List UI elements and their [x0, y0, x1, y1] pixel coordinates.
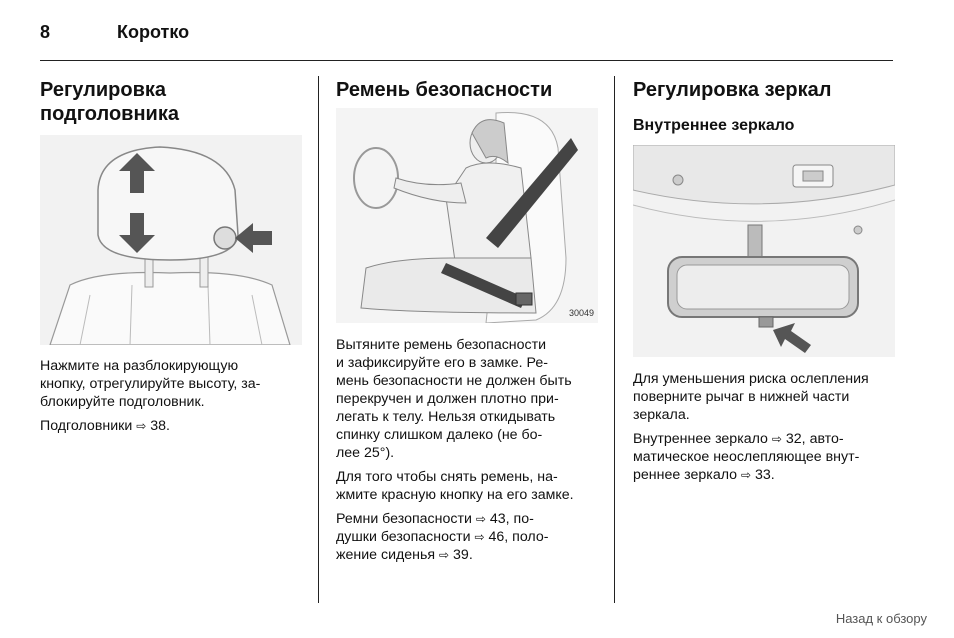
headrest-paragraph	[40, 357, 302, 411]
seatbelt-illustration	[336, 108, 598, 323]
mirrors-subtitle: Внутреннее зеркало	[633, 117, 795, 134]
header-divider	[40, 60, 893, 61]
mirrors-p2-line-2: матическое неослепляющее внут-	[633, 449, 860, 465]
mirrors-ref-2-page[interactable]: 33.	[755, 467, 775, 483]
mirrors-p1-line-2: поверните рычаг в нижней части	[633, 389, 850, 405]
headrest-title-line2: подголовника	[40, 103, 179, 125]
headrest-text	[40, 357, 302, 441]
mirrors-text	[633, 370, 901, 490]
reference-arrow-icon: ⇨	[474, 530, 485, 544]
seatbelt-p1-line-1: Вытяните ремень безопасности	[336, 337, 547, 353]
seatbelt-ref-2-page[interactable]: 46, поло-	[488, 529, 549, 545]
mirrors-ref-1-page[interactable]: 32, авто-	[785, 431, 844, 447]
headrest-ref-text: Подголовники	[40, 418, 133, 434]
seatbelt-text	[336, 336, 604, 570]
headrest-title	[40, 78, 302, 126]
headrest-line-1: Нажмите на разблокирующую	[40, 358, 239, 374]
seatbelt-paragraph-3	[336, 510, 604, 564]
reference-arrow-icon: ⇨	[136, 419, 147, 433]
seatbelt-ref-1-text: Ремни безопасности	[336, 511, 472, 527]
seatbelt-p1-line-3: мень безопасности не должен быть	[336, 373, 572, 389]
mirrors-title: Регулировка зеркал	[633, 79, 832, 101]
mirrors-paragraph-1	[633, 370, 901, 424]
seatbelt-ref-1-page[interactable]: 43, по-	[489, 511, 534, 527]
column-divider-2	[614, 76, 615, 603]
page-number: 8	[40, 22, 51, 42]
seatbelt-paragraph-1	[336, 336, 604, 462]
seatbelt-title: Ремень безопасности	[336, 79, 553, 101]
mirrors-ref-2-text: реннее зеркало	[633, 467, 738, 483]
column-divider-1	[318, 76, 319, 603]
seatbelt-paragraph-2	[336, 468, 604, 504]
seatbelt-ref-3-page[interactable]: 39.	[453, 547, 473, 563]
mirrors-paragraph-2	[633, 430, 901, 484]
headrest-line-2: кнопку, отрегулируйте высоту, за-	[40, 376, 261, 392]
section-title: Коротко	[117, 22, 190, 42]
reference-arrow-icon: ⇨	[439, 548, 450, 562]
reference-arrow-icon: ⇨	[475, 512, 486, 526]
seatbelt-p1-line-7: лее 25°).	[336, 445, 395, 461]
mirrors-p1-line-1: Для уменьшения риска ослепления	[633, 371, 869, 387]
seatbelt-p2-line-2: жмите красную кнопку на его замке.	[336, 487, 574, 503]
seatbelt-p1-line-2: и зафиксируйте его в замке. Ре-	[336, 355, 548, 371]
seatbelt-p2-line-1: Для того чтобы снять ремень, на-	[336, 469, 558, 485]
mirror-illustration	[633, 145, 895, 357]
headrest-line-3: блокируйте подголовник.	[40, 394, 205, 410]
column-seatbelt	[336, 78, 598, 102]
headrest-illustration	[40, 135, 302, 345]
reference-arrow-icon: ⇨	[741, 468, 752, 482]
column-mirrors	[633, 78, 895, 136]
seatbelt-p1-line-4: перекручен и должен плотно при-	[336, 391, 559, 407]
headrest-reference[interactable]	[40, 417, 302, 435]
seatbelt-ref-3-text: жение сиденья	[336, 547, 436, 563]
column-headrest	[40, 78, 302, 126]
headrest-title-line1: Регулировка	[40, 79, 167, 101]
figure-number: 30049	[568, 308, 594, 318]
back-to-overview-link[interactable]: Назад к обзору	[835, 611, 927, 626]
headrest-ref-page[interactable]: 38.	[150, 418, 170, 434]
mirrors-ref-1-text: Внутреннее зеркало	[633, 431, 768, 447]
mirrors-p1-line-3: зеркала.	[633, 407, 690, 423]
seatbelt-p1-line-5: легать к телу. Нельзя откидывать	[336, 409, 556, 425]
seatbelt-ref-2-text: душки безопасности	[336, 529, 471, 545]
seatbelt-p1-line-6: спинку слишком далеко (не бо-	[336, 427, 543, 443]
reference-arrow-icon: ⇨	[771, 432, 782, 446]
